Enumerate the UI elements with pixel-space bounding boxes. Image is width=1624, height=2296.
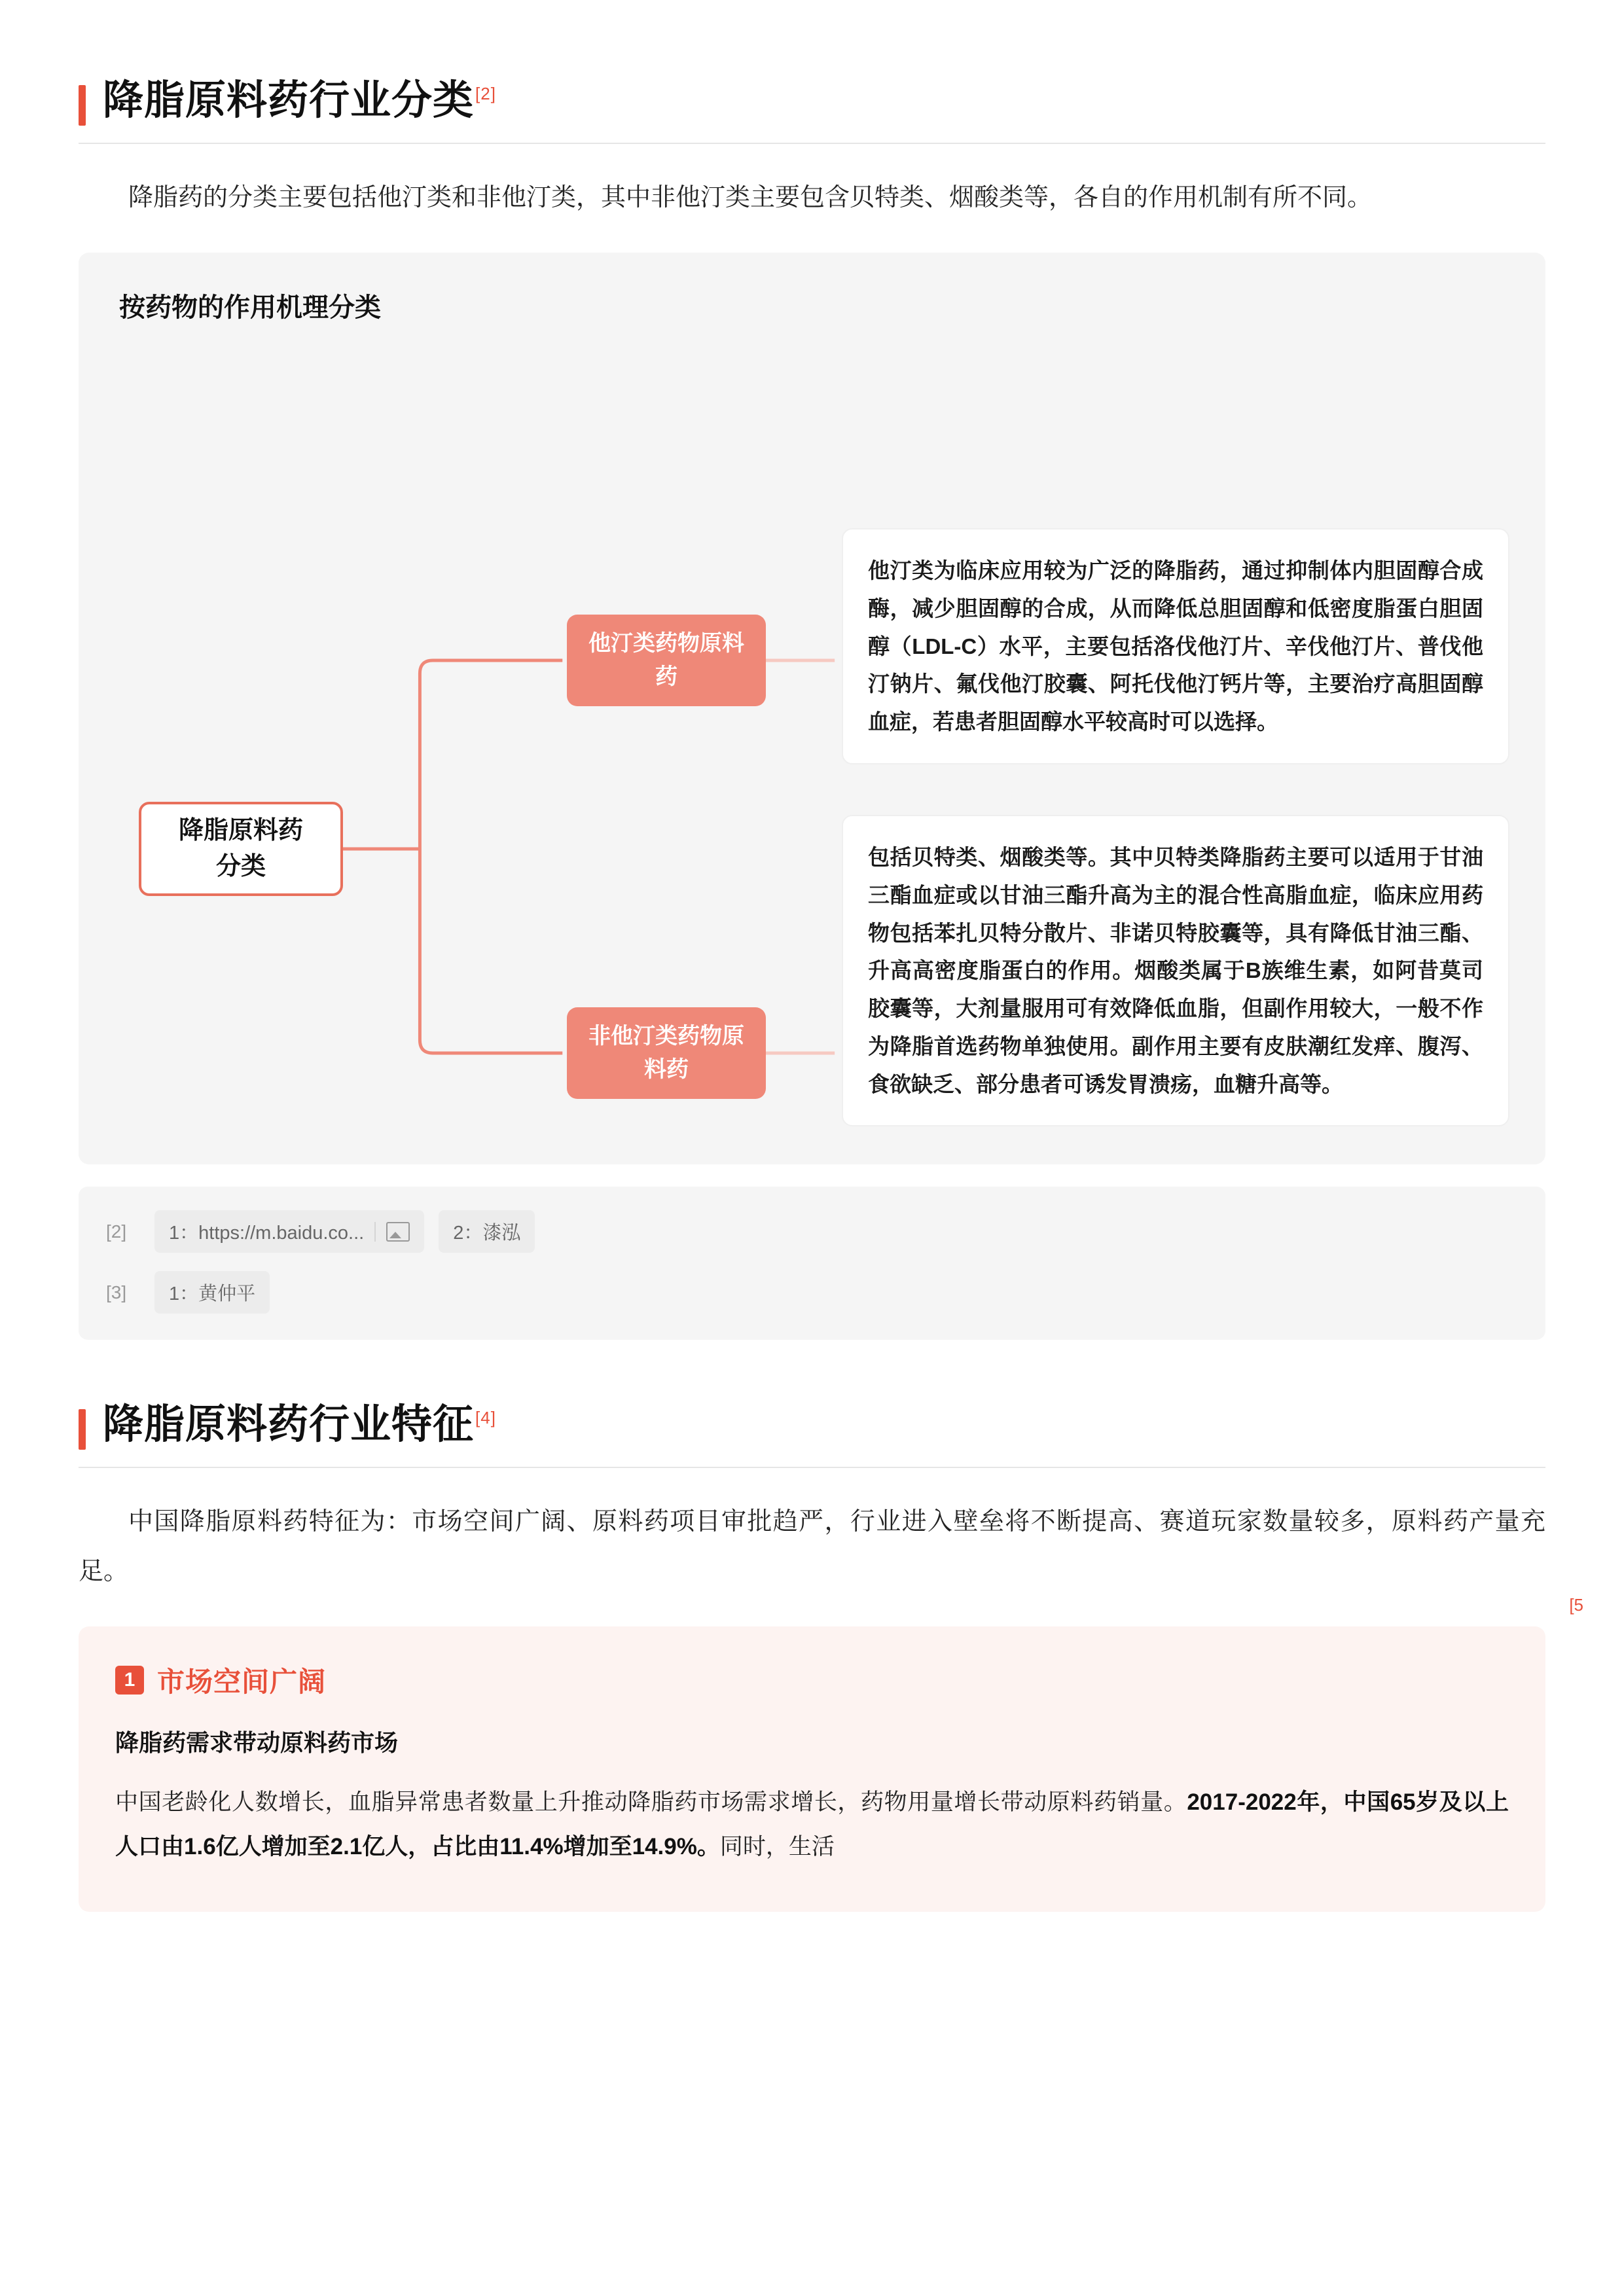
- reference-chip-author[interactable]: [439, 1210, 535, 1253]
- section-reference-marker[interactable]: [4]: [475, 1408, 496, 1428]
- reference-index: [3]: [106, 1282, 127, 1302]
- references-block: [79, 1187, 1545, 1340]
- feature-text-highlight: 2017-2022年，中国65岁及以上人口由1.6亿人增加至2.1亿人，占比由11.4%增加至14.9%。: [115, 1789, 1509, 1860]
- reference-chip-text: 2：漆泓: [453, 1223, 521, 1244]
- image-icon: [386, 1222, 410, 1242]
- mindmap-detail-nonstatins: 包括贝特类、烟酸类等。其中贝特类降脂药主要可以适用于甘油三酯血症或以甘油三酯升高为主的混合性高脂血症，临床应用药物包括苯扎贝特分散片、非诺贝特胶囊等，具有降低甘油三酯、升高高密度脂蛋白的作用。烟酸类属于B族维生素，如阿昔莫司胶囊等，大剂量服用可有效降低血脂，但副作用较大，一般不作为降脂首选药物单独使用。副作用主要有皮肤潮红发痒、腹泻、食欲缺乏、部分患者可诱发胃溃疡，血糖升高等。: [842, 815, 1509, 1126]
- reference-chip-text: 1：黄仲平: [169, 1283, 256, 1304]
- mindmap-root-node[interactable]: [139, 802, 343, 896]
- reference-chip-author[interactable]: [154, 1271, 270, 1314]
- section-accent-bar: [79, 1409, 86, 1450]
- section-header-classification: [79, 79, 1545, 126]
- reference-index: [2]: [106, 1221, 127, 1242]
- header-divider: [79, 143, 1545, 144]
- feature-text-part2: 同时，生活: [719, 1834, 835, 1860]
- feature-number-badge: 1: [115, 1666, 144, 1695]
- intro-paragraph-classification: 降脂药的分类主要包括他汀类和非他汀类，其中非他汀类主要包含贝特类、烟酸类等，各自的作用机制有所不同。: [128, 184, 1373, 211]
- mindmap-title: 按药物的作用机理分类: [119, 293, 381, 322]
- mindmap-card: [79, 253, 1545, 1164]
- mindmap-detail-statins: 他汀类为临床应用较为广泛的降脂药，通过抑制体内胆固醇合成酶，减少胆固醇的合成，从而降低总胆固醇和低密度脂蛋白胆固醇（LDL-C）水平，主要包括洛伐他汀片、辛伐他汀片、普伐他汀钠片、氟伐他汀胶囊、阿托伐他汀钙片等，主要治疗高胆固醇血症，若患者胆固醇水平较高时可以选择。: [842, 528, 1509, 764]
- feature-subtitle: 降脂药需求带动原料药市场: [115, 1729, 399, 1756]
- page-title-features: [103, 1403, 496, 1447]
- reference-row: [106, 1210, 1518, 1253]
- feature-card-header: [115, 1660, 1509, 1700]
- section-spacer: [79, 1340, 1545, 1403]
- feature-body-text: [115, 1780, 1509, 1870]
- header-divider: [79, 1467, 1545, 1468]
- section-reference-marker[interactable]: [2]: [475, 84, 496, 104]
- floating-reference-marker[interactable]: [5: [1569, 1595, 1583, 1615]
- intro-paragraph-features: 中国降脂原料药特征为：市场空间广阔、原料药项目审批趋严，行业进入壁垒将不断提高、赛道玩家数量较多，原料药产量充足。: [79, 1508, 1545, 1585]
- mindmap-root-line1: 降脂原料药: [178, 816, 303, 844]
- section-title-text: 降脂原料药行业分类: [103, 78, 475, 123]
- mindmap-branch-node-statins[interactable]: 他汀类药物原料药: [567, 615, 766, 706]
- reference-chip-text: 1：https://m.baidu.co...: [169, 1223, 365, 1244]
- mindmap-branch-node-nonstatins[interactable]: 非他汀类药物原料药: [567, 1007, 766, 1099]
- section-header-features: [79, 1403, 1545, 1450]
- reference-chip-link[interactable]: [154, 1210, 424, 1253]
- feature-text-part1: 中国老龄化人数增长，血脂异常患者数量上升推动降脂药市场需求增长，药物用量增长带动原料药销量。: [115, 1789, 1187, 1815]
- mindmap-root-line2: 分类: [215, 853, 266, 880]
- reference-row: [106, 1271, 1518, 1314]
- feature-title: 市场空间广阔: [157, 1666, 327, 1697]
- page-title: [103, 79, 496, 123]
- section-title-text: 降脂原料药行业特征: [103, 1402, 475, 1447]
- feature-card-market-space: [79, 1595, 1583, 1912]
- section-accent-bar: [79, 85, 86, 126]
- chip-divider: [374, 1222, 376, 1242]
- mindmap-body: [115, 350, 1509, 1122]
